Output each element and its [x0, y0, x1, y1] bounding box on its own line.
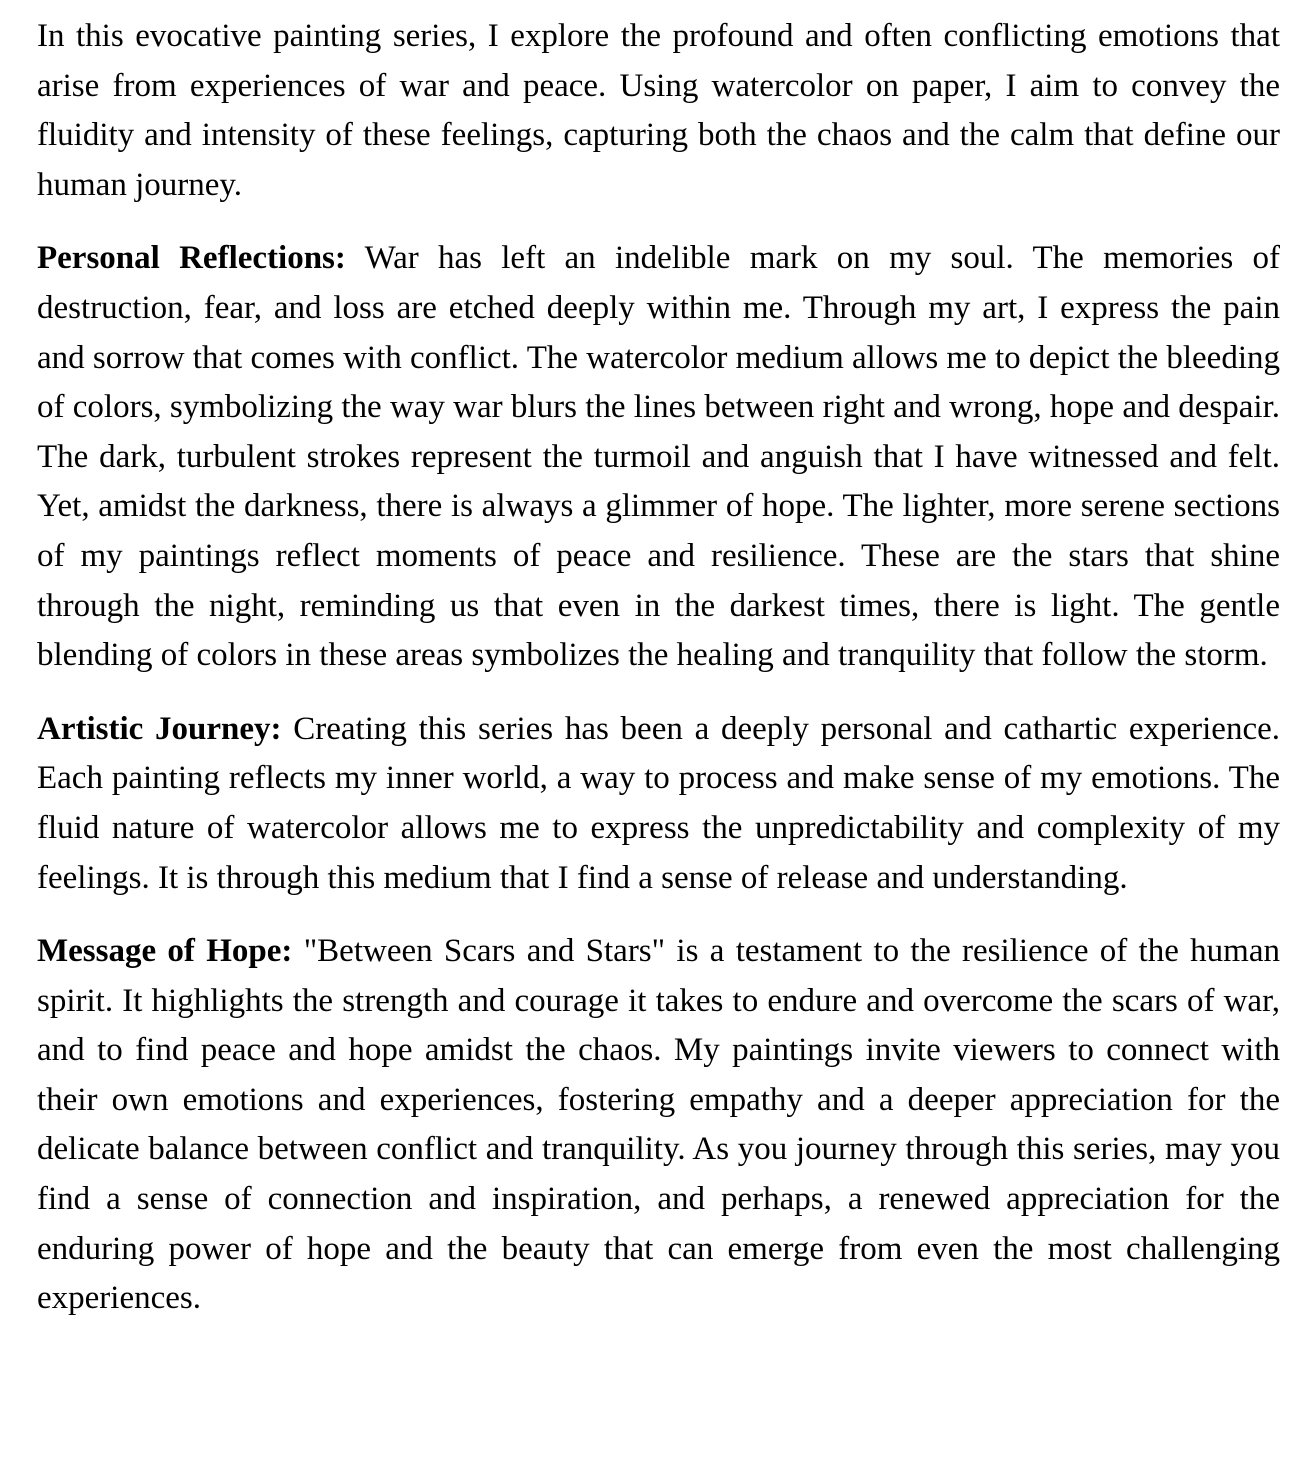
section-text: Creating this series has been a deeply personal and cathartic experience. Each painting reflects my inner world, a way to process and make sense of my emotions. The fluid nature of watercolor allows me to express the unpredictability and complexity of my feelings. It is through this medium that I find a sense of release and understanding.: [37, 710, 1280, 896]
section-personal-reflections: [37, 234, 1280, 680]
section-heading: Message of Hope:: [37, 933, 293, 970]
section-text: "Between Scars and Stars" is a testament to the resilience of the human spirit. It highlights the strength and courage it takes to endure and overcome the scars of war, and to find peace and hope amidst the chaos. My paintings invite viewers to connect with their own emotions and experiences, fostering empathy and a deeper appreciation for the delicate balance between conflict and tranquility. As you journey through this series, may you find a sense of connection and inspiration, and perhaps, a renewed appreciation for the enduring power of hope and the beauty that can emerge from even the most challenging experiences.: [37, 933, 1280, 1317]
section-heading: Personal Reflections:: [37, 240, 346, 277]
section-text: War has left an indelible mark on my soul. The memories of destruction, fear, and loss are etched deeply within me. Through my art, I express the pain and sorrow that comes with conflict. The watercolor medium allows me to depict the bleeding of colors, symbolizing the way war blurs the lines between right and wrong, hope and despair. The dark, turbulent strokes represent the turmoil and anguish that I have witnessed and felt. Yet, amidst the darkness, there is always a glimmer of hope. The lighter, more serene sections of my paintings reflect moments of peace and resilience. These are the stars that shine through the night, reminding us that even in the darkest times, there is light. The gentle blending of colors in these areas symbolizes the healing and tranquility that follow the storm.: [37, 240, 1280, 674]
section-artistic-journey: [37, 705, 1280, 903]
section-message-of-hope: [37, 927, 1280, 1324]
section-heading: Artistic Journey:: [37, 710, 282, 747]
intro-text: In this evocative painting series, I explore the profound and often conflicting emotions that arise from experiences of war and peace. Using watercolor on paper, I aim to convey the fluidity and intensity of these feelings, capturing both the chaos and the calm that define our human journey.: [37, 18, 1280, 203]
intro-paragraph: [37, 12, 1280, 210]
